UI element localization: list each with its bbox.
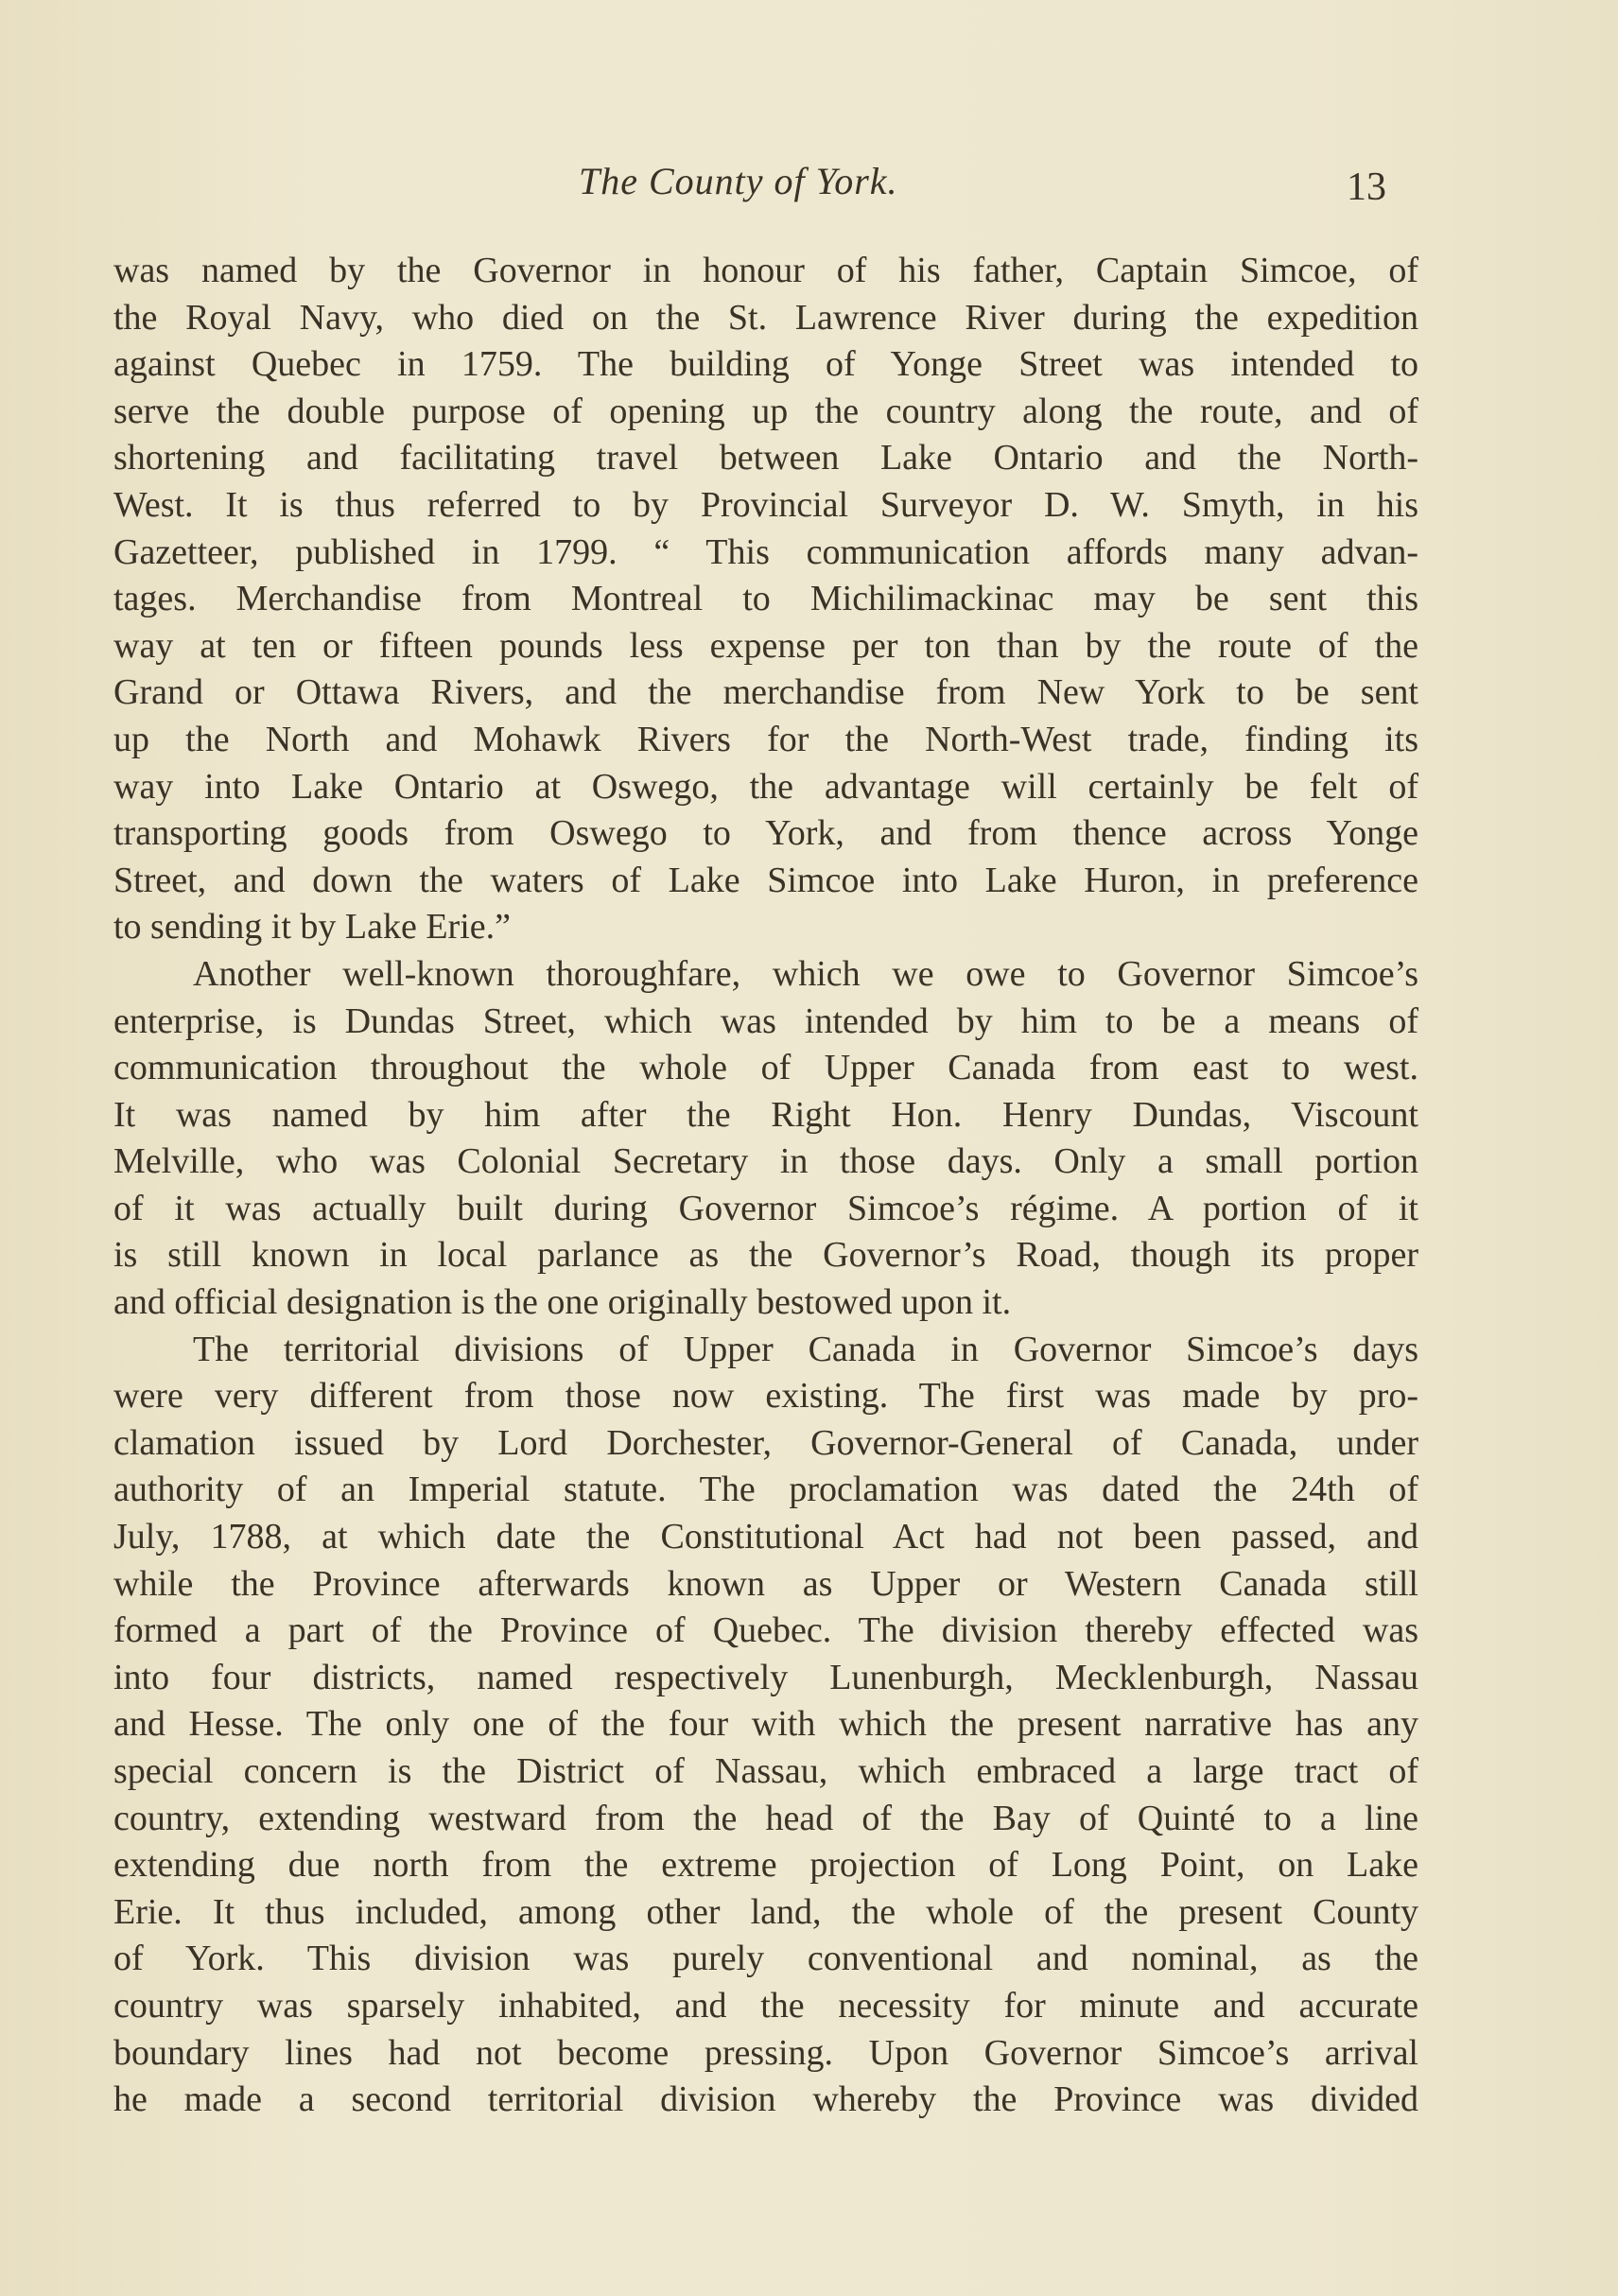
text-line: and Hesse. The only one of the four with which the present narrative has any xyxy=(113,1704,1418,1745)
text-line: West. It is thus referred to by Provincial Surveyor D. W. Smyth, in his xyxy=(113,484,1418,525)
text-line: transporting goods from Oswego to York, and from thence across Yonge xyxy=(113,813,1418,854)
text-line: clamation issued by Lord Dorchester, Governor-General of Canada, under xyxy=(113,1422,1418,1463)
text-line: he made a second territorial division whereby the Province was divided xyxy=(113,2079,1418,2120)
page-header xyxy=(0,159,1618,216)
text-line: Melville, who was Colonial Secretary in those days. Only a small portion xyxy=(113,1141,1418,1182)
text-line: up the North and Mohawk Rivers for the North-West trade, finding its xyxy=(113,719,1418,759)
text-line: shortening and facilitating travel between Lake Ontario and the North- xyxy=(113,438,1418,478)
page-number: 13 xyxy=(1347,165,1386,209)
text-line: way at ten or fifteen pounds less expense per ton than by the route of the xyxy=(113,625,1418,666)
running-title: The County of York. xyxy=(579,160,898,202)
text-line: and official designation is the one originally bestowed upon it. xyxy=(113,1282,1012,1323)
text-line: into four districts, named respectively Lunenburgh, Mecklenburgh, Nassau xyxy=(113,1657,1418,1697)
text-line: of it was actually built during Governor Simcoe’s régime. A portion of it xyxy=(113,1188,1418,1228)
text-line: communication throughout the whole of Upper Canada from east to west. xyxy=(113,1048,1418,1088)
text-line: were very different from those now existing. The first was made by pro- xyxy=(113,1376,1418,1417)
text-line: tages. Merchandise from Montreal to Michilimackinac may be sent this xyxy=(113,579,1418,619)
text-line: country was sparsely inhabited, and the necessity for minute and accurate xyxy=(113,1985,1418,2026)
text-line: was named by the Governor in honour of his father, Captain Simcoe, of xyxy=(113,251,1418,290)
text-line: Another well-known thoroughfare, which we owe to Governor Simcoe’s xyxy=(193,953,1418,994)
text-line: July, 1788, at which date the Constitutional Act had not been passed, and xyxy=(113,1517,1418,1557)
text-line: enterprise, is Dundas Street, which was intended by him to be a means of xyxy=(113,1000,1418,1041)
text-line: country, extending westward from the head of the Bay of Quinté to a line xyxy=(113,1798,1418,1838)
text-line: serve the double purpose of opening up the country along the route, and of xyxy=(113,391,1418,431)
text-line: way into Lake Ontario at Oswego, the advantage will certainly be felt of xyxy=(113,766,1418,807)
text-line: of York. This division was purely conventional and nominal, as the xyxy=(113,1939,1418,1979)
text-line: authority of an Imperial statute. The proclamation was dated the 24th of xyxy=(113,1470,1418,1510)
text-line: The territorial divisions of Upper Canada in Governor Simcoe’s days xyxy=(193,1329,1418,1369)
text-line: formed a part of the Province of Quebec. The division thereby effected was xyxy=(113,1610,1418,1651)
text-line: boundary lines had not become pressing. Upon Governor Simcoe’s arrival xyxy=(113,2032,1418,2073)
text-line: against Quebec in 1759. The building of Yonge Street was intended to xyxy=(113,344,1418,385)
text-line: the Royal Navy, who died on the St. Lawrence River during the expedition xyxy=(113,297,1418,338)
text-line: is still known in local parlance as the Governor’s Road, though its proper xyxy=(113,1235,1418,1276)
text-line: while the Province afterwards known as Upper or Western Canada still xyxy=(113,1563,1418,1604)
text-line: to sending it by Lake Erie.” xyxy=(113,907,511,948)
text-line: special concern is the District of Nassau, which embraced a large tract of xyxy=(113,1751,1418,1791)
text-line: Gazetteer, published in 1799. “ This communication affords many advan- xyxy=(113,531,1418,572)
text-line: It was named by him after the Right Hon. Henry Dundas, Viscount xyxy=(113,1094,1418,1135)
text-line: Street, and down the waters of Lake Simcoe into Lake Huron, in preference xyxy=(113,860,1418,900)
body-text xyxy=(113,248,1418,2124)
text-line: Erie. It thus included, among other land, the whole of the present County xyxy=(113,1891,1418,1932)
text-line: Grand or Ottawa Rivers, and the merchandise from New York to be sent xyxy=(113,672,1418,713)
text-line: extending due north from the extreme projection of Long Point, on Lake xyxy=(113,1845,1418,1886)
